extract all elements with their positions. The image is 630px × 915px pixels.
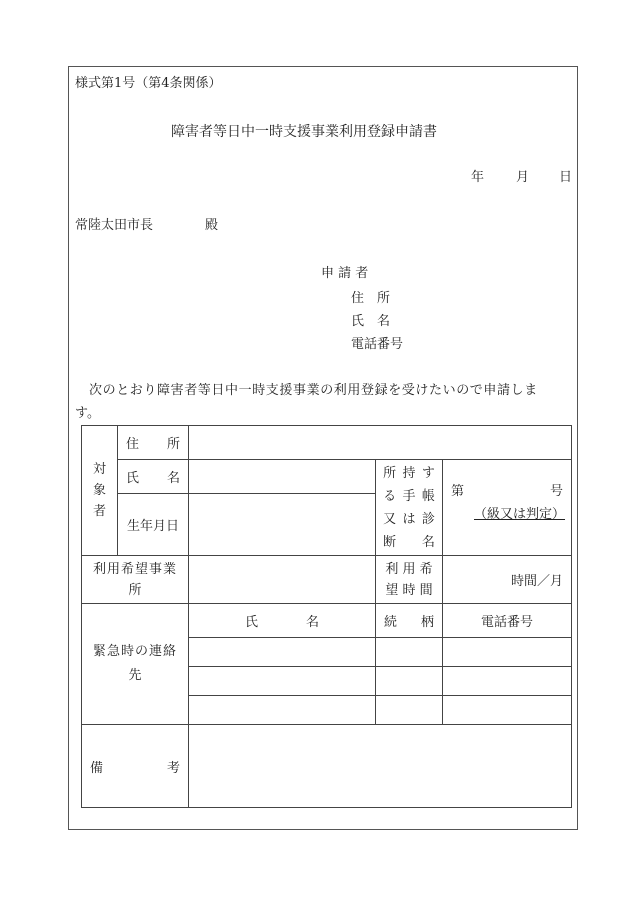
- target-char-1: 対: [92, 462, 106, 477]
- name-label-char-1: 氏: [126, 471, 140, 486]
- birthdate-label-cell: [118, 494, 189, 556]
- emergency-phone-header: [443, 604, 572, 638]
- remarks-char-1: 備: [90, 760, 104, 776]
- hours-field[interactable]: [443, 556, 572, 604]
- emergency-2-relation-field[interactable]: [376, 667, 443, 696]
- address-row: [82, 426, 572, 460]
- applicant-phone-label: 電話番号: [351, 337, 404, 352]
- emergency-phone-label: 電話番号: [481, 615, 534, 630]
- name-label-char-2: 名: [166, 471, 180, 486]
- booklet-char-4: る: [383, 488, 397, 504]
- remarks-label-cell: [82, 725, 189, 808]
- booklet-label-cell: [376, 460, 443, 556]
- emergency-relation-char-2: 柄: [420, 615, 434, 630]
- emergency-name-char-2: 名: [305, 615, 319, 630]
- hours-unit: 時間／月: [511, 574, 564, 589]
- name-label-cell: [118, 460, 189, 494]
- date-month-label: 月: [516, 170, 530, 185]
- grade-note: （級又は判定）: [474, 507, 566, 522]
- target-person-label: [82, 426, 118, 556]
- booklet-char-8: は: [402, 511, 416, 527]
- emergency-3-name-field[interactable]: [189, 696, 376, 725]
- address-label-cell: [118, 426, 189, 460]
- addressee-honorific: 殿: [205, 218, 219, 233]
- booklet-number-prefix: 第: [451, 484, 465, 499]
- applicant-name-label: 氏 名: [351, 314, 391, 329]
- booklet-char-6: 帳: [421, 488, 435, 504]
- emergency-relation-char-1: 続: [384, 615, 398, 630]
- addressee-name: 常陸太田市長: [75, 218, 154, 233]
- birthdate-label: 生年月日: [126, 519, 179, 534]
- birthdate-field[interactable]: [189, 494, 376, 556]
- booklet-char-3: す: [421, 465, 435, 481]
- facility-field[interactable]: [189, 556, 376, 604]
- facility-label-cell: [82, 556, 189, 604]
- booklet-char-7: 又: [383, 511, 397, 527]
- body-text-line-2: す。: [75, 406, 100, 421]
- booklet-number-suffix: 号: [550, 484, 564, 499]
- emergency-name-char-1: 氏: [245, 615, 259, 630]
- booklet-char-2: 持: [402, 465, 416, 481]
- body-text-line-1: 次のとおり障害者等日中一時支援事業の利用登録を受けたいので申請しま: [89, 383, 538, 398]
- facility-label-line-2: 所: [128, 582, 142, 598]
- emergency-1-name-field[interactable]: [189, 638, 376, 667]
- emergency-header-row: [82, 604, 572, 638]
- facility-row: [82, 556, 572, 604]
- emergency-relation-header: [376, 604, 443, 638]
- emergency-label-cell: [82, 604, 189, 725]
- application-form-sheet: [68, 66, 578, 830]
- emergency-2-phone-field[interactable]: [443, 667, 572, 696]
- booklet-char-11: 名: [421, 534, 435, 550]
- facility-label-line-1: 利用希望事業: [92, 561, 177, 577]
- address-label-char-2: 所: [166, 437, 180, 452]
- booklet-char-10: 断: [383, 534, 397, 550]
- emergency-3-relation-field[interactable]: [376, 696, 443, 725]
- hours-label-cell: [376, 556, 443, 604]
- emergency-name-header: [189, 604, 376, 638]
- booklet-char-9: 診: [421, 511, 435, 527]
- name-field[interactable]: [189, 460, 376, 494]
- form-number: 様式第1号（第4条関係）: [75, 76, 222, 91]
- target-char-3: 者: [92, 504, 106, 519]
- address-field[interactable]: [189, 426, 572, 460]
- date-year-label: 年: [471, 170, 485, 185]
- booklet-number-cell[interactable]: [443, 460, 572, 556]
- booklet-char-1: 所: [383, 465, 397, 481]
- remarks-char-2: 考: [166, 760, 180, 776]
- remarks-field[interactable]: [189, 725, 572, 808]
- hours-label-line-2: 望 時 間: [385, 582, 433, 598]
- emergency-1-phone-field[interactable]: [443, 638, 572, 667]
- remarks-row: [82, 725, 572, 808]
- emergency-2-name-field[interactable]: [189, 667, 376, 696]
- applicant-address-label: 住 所: [351, 291, 391, 306]
- applicant-heading: 申 請 者: [321, 266, 369, 281]
- name-row: [82, 460, 572, 494]
- emergency-label-line-1: 緊急時の連絡: [92, 644, 177, 659]
- booklet-char-5: 手: [402, 488, 416, 504]
- emergency-label-line-2: 先: [128, 668, 142, 683]
- form-title: 障害者等日中一時支援事業利用登録申請書: [171, 124, 437, 140]
- emergency-3-phone-field[interactable]: [443, 696, 572, 725]
- date-day-label: 日: [559, 170, 573, 185]
- registration-table: [81, 425, 572, 808]
- target-char-2: 象: [92, 483, 106, 498]
- hours-label-line-1: 利 用 希: [385, 561, 433, 577]
- emergency-1-relation-field[interactable]: [376, 638, 443, 667]
- address-label-char-1: 住: [126, 437, 140, 452]
